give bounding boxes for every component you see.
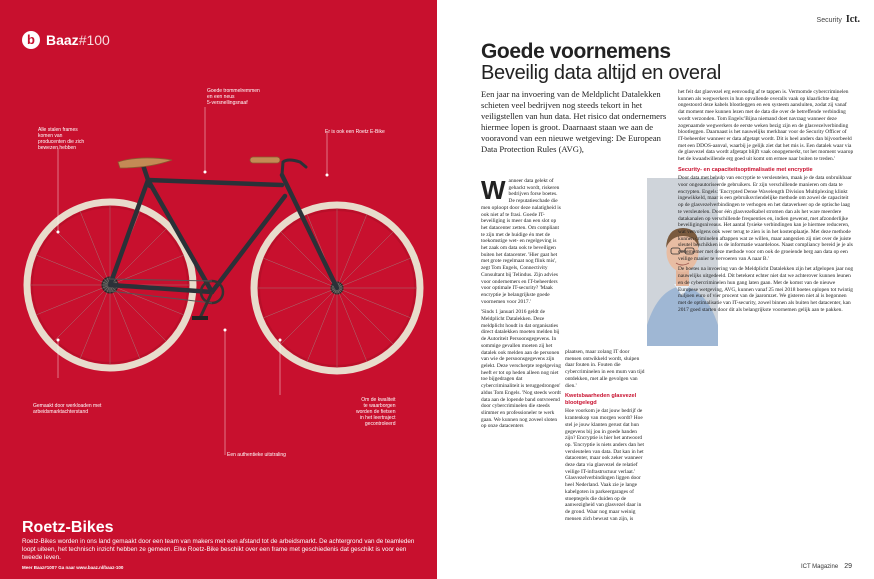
baaz-logo-icon: b bbox=[22, 31, 40, 49]
bike-frame bbox=[110, 165, 337, 292]
roetz-footer: Meer Baaz#100? Ga naar www.baaz.nl/baaz-100 bbox=[22, 565, 124, 570]
paragraph: 'Sinds 1 januari 2016 geldt de Meldplicht Datalekken. Deze meldplicht houdt in dat organisaties direct datalekken moeten melden bij de Autoriteit Persoonsgegevens. In sommige gevallen moeten zij het datalek ook melden aan de personen van wie de persoonsgegevens zijn gelekt. Deze verscherpte regelgeving heeft er tot op heden alleen nog niet toe bijgedragen dat cybercriminaliteit is teruggedrongen' aldus Tom Engels. 'Nog steeds wordt data aan de lopende band ontvreemd door cybercriminelen die steeds slimmer en professioneler te werk gaan. We kunnen nog zoveel sloten op onze datacenters bbox=[481, 309, 561, 430]
section-name: Security bbox=[816, 17, 842, 24]
paragraph: Hoe voorkom je dat jouw bedrijf de krantenkop van morgen wordt? Hoe stel je jouw klanten gerust dat hun gegevens bij jou in goede handen zijn? Encryptie is hier het antwoord op. 'Encryptie is niets anders dan het versleutelen van data. Dat kan in het datacenter, maar ook zeker wanneer deze data via glasvezel de relatief veilige IT-infrastructuur verlaat.' Glasvezelverbindingen liggen door heel Nederland. Vaak zie je lange kabelgoten in parkeergarages of stoeptegels die duiden op de aanwezigheid van glasvezel daar in de grond. Waar nog maar weinig mensen zich bewust van zijn, is bbox=[565, 408, 644, 522]
subheading: Kwetsbaarheden glasvezel blootgelegd bbox=[565, 393, 637, 406]
article-column-1 bbox=[481, 175, 561, 434]
annotation-dot bbox=[204, 171, 207, 174]
saddle bbox=[118, 158, 172, 168]
chain bbox=[110, 279, 212, 281]
annotation-labor: Gemaakt door werkloaden met arbeidsmarktachterstand bbox=[33, 403, 102, 415]
annotation-dot bbox=[326, 174, 329, 177]
annotation-drums: Goede trommelremmen en een neus 5-versnellingsnaaf bbox=[207, 88, 260, 106]
page-number: 29 bbox=[844, 563, 852, 570]
paragraph: De boetes na invoering van de Meldplicht Datalekken zijn het afgelopen jaar nog nauwelijks uitgedeeld. Dit betekent echter niet dat we achterover kunnen leunen en de cybercriminelen hun gang laten gaan. Met de komst van de nieuwe Europese wetgeving, AVG, kunnen vanaf 25 mei 2018 boetes oplopen tot twintig miljoen euro of vier procent van de jaaromzet. We gisteren niet al is begonnen met de optimalisatie van IT-security, zowel binnen als buiten het datacenter, kan 2017 goed starten door dit als belangrijkste voornemen gelijk aan te pakken. bbox=[678, 266, 854, 313]
pedal bbox=[192, 316, 208, 320]
article-subtitle: Beveilig data altijd en overal bbox=[481, 62, 722, 84]
annotation-ebike: Er is ook een Roetz E-Bike bbox=[325, 129, 385, 135]
roetz-body: Roetz-Bikes worden in ons land gemaakt door een team van makers met een afstand tot de arbeidsmarkt. De achtergrond van de teamleden loopt uiteen, het technisch inzicht hebben ze gemeen. Elke Roetz-Bike beschikt over een frame met geschiedenis dat geschikt is voor een tweede leven. bbox=[22, 538, 415, 561]
annotation-dot bbox=[224, 329, 227, 332]
annotation-quality: Om de kwaliteit te waarborgen worden de fietsen in het leertraject gecontroleerd bbox=[356, 397, 396, 427]
right-page bbox=[437, 0, 874, 579]
article-column-3 bbox=[678, 89, 854, 317]
annotation-dot bbox=[279, 339, 282, 342]
paragraph: plaatsen, maar zolang IT door mensen ontwikkeld wordt, sluipen daar fouten in. Fouten die cybercriminelen in een mum van tijd ontdekken, met alle gevolgen van dien.' bbox=[565, 349, 645, 389]
subheading: Security- en capaciteitsoptimalisatie met encryptie bbox=[678, 166, 813, 173]
footer-magazine: ICT Magazine bbox=[800, 564, 839, 570]
page-footer bbox=[801, 563, 852, 570]
grip bbox=[250, 157, 280, 163]
brand-title bbox=[46, 31, 110, 49]
brand-bold: Baaz bbox=[46, 32, 79, 48]
handlebar bbox=[282, 160, 306, 175]
dropcap: W bbox=[481, 175, 506, 205]
section-label bbox=[817, 14, 860, 25]
article-intro: Een jaar na invoering van de Meldplicht Datalekken schieten veel bedrijven nog steeds tekort in het veiligstellen van hun data. Het risico dat ondernemers hiermee lopen is groot. Daarnaast staan we aan de vooravond van een nieuwe wetgeving: De European Data Protection Rules (AVG), bbox=[481, 89, 667, 154]
paragraph: anneer data gelekt of gehackt wordt, riskeren bedrijven forse boetes. De reputatieschade die men oploopt door deze nalatigheid is ook niet af te frasi. Goede IT-beveiliging is meer dan een slot op het datacenter zetten. Om compliant te zijn met de huidige én met de toekomstige wet- en regelgeving is het zaak om data ook te beveiligen buiten het datacenter. 'Hier gaat het met grote regelmaat nog flink mis', zegt Tom Engels, Connectivity Consultant bij Telindus. Zijn advies voor ondernemers en IT-beheerders voor optimale IT-security? 'Maak encryptie je belangrijkste goede voornemen voor 2017.' bbox=[481, 178, 561, 305]
paragraph: Door data met behulp van encryptie te versleutelen, maak je de data onbruikbaar voor ongeautoriseerde gebruikers. Er zijn verschillende manieren om data te encrypten. Engels: 'Encrypted Dense Wavelength Division Multiplexing klinkt ingewikkeld, maar is een gebruiksvriendelijke methode om zowel de capaciteit op de glasvezelverbindingen te verhogen en het dataverkeer op de optische laag te versleutelen. Door één glasvezelkabel stromen dan als het ware meerdere datakanalen op verschillende frequenties en, indien gewenst, met afzonderlijke beveiligingsniveaus. Het aantal fysieke verbindingen kan je hiermee reduceren, wat vervolgens ook weer terug te zien is in het kostenplaatje. Met deze methode kunnen criminelen aftappen wat ze willen, maar aangezien zij niet over de juiste sleutel beschikken is de informatie waardeloos. Naast compliancy bereid je je als ondernemer met deze methode voor om ook de groeiende berg aan data op een veilige manier te vervoeren van A naar B.' bbox=[678, 175, 853, 262]
paragraph: het feit dat glasvezel erg eenvoudig af te tappen is. Vermomde cybercriminelen kunnen als wegwerkers in hun opvallende overalls vaak op klaarlichte dag ongestoord deze kabels blootleggen en een systeem aansluiten, zodat zij vanaf dat moment mee kunnen lezen met de data die over de betreffende verbinding wordt verzonden. Tom Engels:'Bijna niemand doet navraag wanneer deze zogenaamde wegwerkers de eerste weken bezig zijn en de glasvezelverbinding blootleggen. Daarnaast is het nauwelijks merkbaar voor de Security Officer of IT-beheerder wanneer er data afgetapt wordt. Dit is heel anders dan bijvoorbeeld met een DDOS-aanval, waarbij je gelijk ziet dat het mis is. Een datalek waar via de glasvezel data wordt afgetapt blijft vaak onopgemerkt, tot het moment waarop het de kwaadwillende erg goed uit komt om ermee naar buiten te treden.' bbox=[678, 89, 854, 163]
ict-logo: Ict. bbox=[845, 14, 860, 25]
article-title: Goede voornemens bbox=[481, 40, 671, 63]
article-column-2 bbox=[565, 349, 645, 526]
brand-number: #100 bbox=[78, 32, 110, 48]
roetz-title: Roetz-Bikes bbox=[22, 519, 114, 536]
annotation-look: Een authentieke uitstraling bbox=[227, 452, 286, 458]
annotation-dot bbox=[57, 339, 60, 342]
annotation-frames: Alle stalen frames komen van producenten die zich bewezen hebben bbox=[38, 127, 85, 151]
annotation-dot bbox=[57, 231, 60, 234]
